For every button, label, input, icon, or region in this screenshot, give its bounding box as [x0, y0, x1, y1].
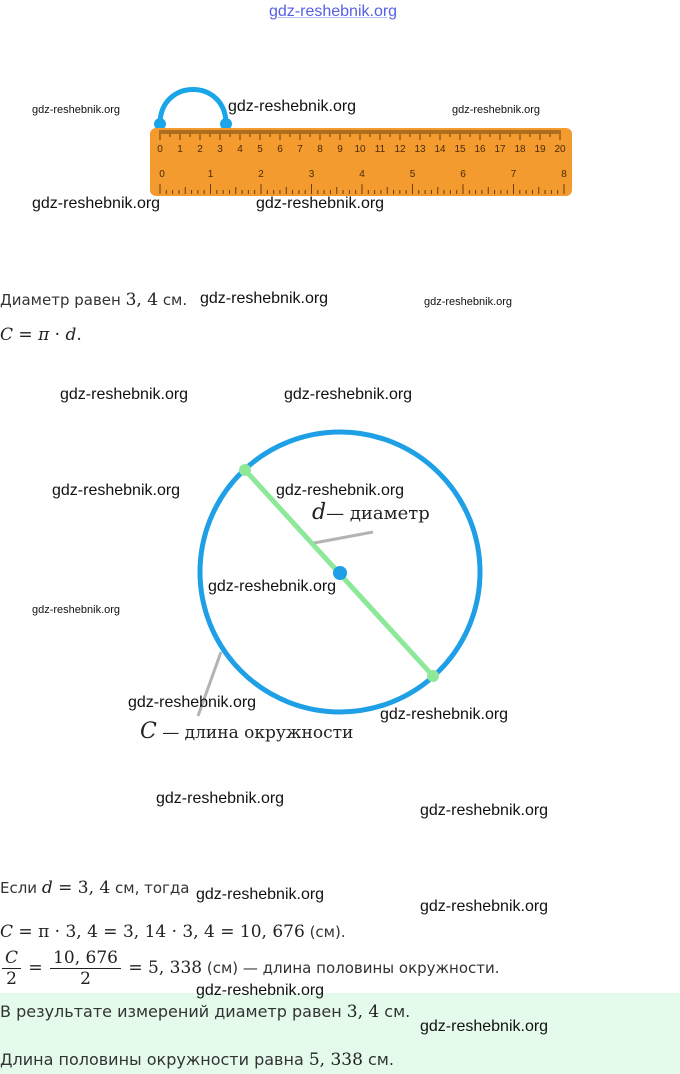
ruler-cm-label: 10 — [354, 144, 366, 155]
ruler-cm-label: 3 — [217, 144, 223, 155]
result2-value: 5, 338 — [308, 1050, 363, 1070]
watermark: gdz-reshebnik.org — [452, 104, 541, 116]
diameter-unit: см. — [158, 291, 188, 309]
ruler-cm-label: 13 — [414, 144, 426, 155]
result1-prefix: В результате измерений диаметр равен — [0, 1002, 347, 1021]
formula-dot: · — [49, 325, 66, 345]
ruler-inch-label: 2 — [258, 169, 264, 180]
watermark: gdz-reshebnik.org — [424, 296, 513, 308]
diameter-end-top — [239, 464, 251, 476]
ruler-cm-label: 5 — [257, 144, 263, 155]
if-d: d — [41, 878, 53, 898]
ruler-cm-label: 11 — [374, 144, 386, 155]
watermark: gdz-reshebnik.org — [32, 195, 161, 212]
result1-value: 3, 4 — [346, 1002, 380, 1022]
if-line — [0, 878, 189, 898]
watermark: gdz-reshebnik.org — [196, 886, 325, 903]
half-num: C — [2, 948, 21, 969]
ruler-cm-label: 20 — [554, 144, 566, 155]
ruler-cm-label: 7 — [297, 144, 303, 155]
half-fraction-value — [50, 948, 121, 989]
watermark: gdz-reshebnik.org — [420, 802, 549, 819]
result-line-1 — [0, 1002, 410, 1022]
half-num2: 10, 676 — [50, 948, 121, 969]
ruler-cm-label: 19 — [534, 144, 546, 155]
watermark: gdz-reshebnik.org — [200, 290, 329, 307]
formula-end: . — [76, 325, 82, 345]
half-fraction-c — [2, 948, 21, 989]
diameter-leader — [314, 532, 373, 543]
diameter-prefix: Диаметр равен — [0, 291, 126, 309]
watermark: gdz-reshebnik.org — [420, 1018, 549, 1035]
formula-d: d — [65, 325, 77, 345]
result2-unit: см. — [362, 1050, 394, 1069]
watermark: gdz-reshebnik.org — [256, 195, 385, 212]
ruler-inch-label: 4 — [359, 169, 365, 180]
watermark: gdz-reshebnik.org — [276, 482, 405, 499]
watermark: gdz-reshebnik.org — [52, 482, 181, 499]
ruler-cm-label: 15 — [454, 144, 466, 155]
ruler-cm-label: 14 — [434, 144, 446, 155]
d-label: — диаметр — [326, 503, 430, 524]
watermark: gdz-reshebnik.org — [284, 386, 413, 403]
watermark: gdz-reshebnik.org — [60, 386, 189, 403]
watermark: gdz-reshebnik.org — [380, 706, 509, 723]
half-den: 2 — [6, 969, 17, 989]
ruler-cm-label: 8 — [317, 144, 323, 155]
formula-eq: = — [13, 325, 39, 345]
ruler-inch-label: 5 — [409, 169, 416, 180]
diameter-label — [312, 500, 430, 525]
calc-rest: = π · 3, 4 = 3, 14 · 3, 4 = 10, 676 — [13, 922, 305, 942]
site-header-link[interactable]: gdz-reshebnik.org — [269, 3, 398, 20]
ruler-inch-label: 1 — [207, 169, 214, 180]
half-den2: 2 — [80, 969, 91, 989]
formula-pi: π — [38, 325, 50, 345]
ruler-cm-label: 17 — [494, 144, 506, 155]
circumference-label — [140, 719, 353, 744]
ruler-inch-label: 7 — [510, 169, 517, 180]
ruler-cm-label: 18 — [514, 144, 526, 155]
watermark: gdz-reshebnik.org — [156, 790, 285, 807]
ruler-cm-label: 9 — [337, 144, 343, 155]
if-rest: = 3, 4 — [52, 878, 111, 898]
result-line-2 — [0, 1050, 394, 1070]
if-prefix: Если — [0, 879, 42, 897]
c-label: — длина окружности — [156, 723, 354, 743]
diameter-end-bottom — [427, 670, 439, 682]
ruler-cm-label: 4 — [237, 144, 243, 155]
calc-unit: (см). — [304, 923, 346, 941]
ruler-inch-label: 8 — [561, 169, 567, 180]
watermark: gdz-reshebnik.org — [32, 604, 121, 616]
half-result: = 5, 338 — [122, 958, 203, 978]
ruler-inch-label: 3 — [308, 169, 315, 180]
ruler-inch-label: 6 — [460, 169, 466, 180]
watermark: gdz-reshebnik.org — [228, 98, 357, 115]
formula-c: C — [0, 325, 14, 345]
ruler-cm-label: 6 — [277, 144, 283, 155]
half-eq: = — [23, 958, 49, 978]
watermark: gdz-reshebnik.org — [420, 898, 549, 915]
if-suffix: см, тогда — [110, 879, 190, 897]
diameter-value: 3, 4 — [125, 290, 159, 310]
watermark: gdz-reshebnik.org — [208, 578, 337, 595]
watermark: gdz-reshebnik.org — [32, 104, 121, 116]
c-symbol: C — [140, 719, 157, 744]
ruler-cm-label: 1 — [177, 144, 183, 155]
ruler-cm-label: 12 — [394, 144, 406, 155]
watermark: gdz-reshebnik.org — [128, 694, 257, 711]
calc-c: C — [0, 922, 14, 942]
ruler-cm-label: 16 — [474, 144, 486, 155]
ruler-cm-label: 2 — [197, 144, 203, 155]
result2-prefix: Длина половины окружности равна — [0, 1050, 309, 1069]
calc-line — [0, 922, 346, 942]
half-suffix: (см) — длина половины окружности. — [202, 959, 500, 977]
ruler-cm-label: 0 — [157, 144, 163, 155]
d-symbol: d — [312, 500, 327, 525]
ruler-inch-label: 0 — [159, 169, 165, 180]
result1-unit: см. — [379, 1002, 411, 1021]
watermark: gdz-reshebnik.org — [196, 982, 325, 999]
